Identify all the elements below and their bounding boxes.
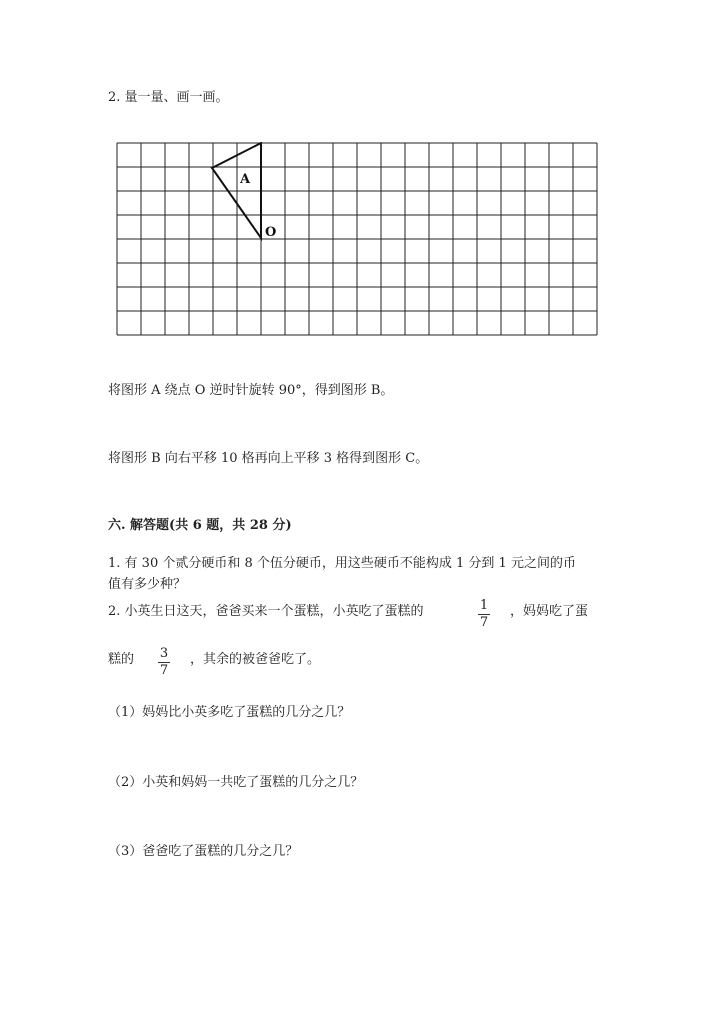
fraction-denominator: 7 (159, 663, 169, 678)
fraction-denominator: 7 (479, 615, 489, 630)
sub-question-3: （3）爸爸吃了蛋糕的几分之几？ (108, 844, 299, 859)
fraction-three-sevenths (158, 647, 170, 678)
sub-question-2: （2）小英和妈妈一共吃了蛋糕的几分之几？ (108, 775, 364, 790)
problem-1-line-2: 值有多少种？ (108, 577, 187, 592)
fraction-one-seventh (478, 599, 490, 630)
sub-question-1: （1）妈妈比小英多吃了蛋糕的几分之几？ (108, 705, 351, 720)
pivot-label-o: O (265, 225, 277, 240)
section-heading: 六. 解答题(共 6 题，共 28 分) (108, 518, 292, 533)
fraction-numerator: 1 (479, 598, 489, 613)
grid-svg (116, 142, 598, 336)
problem-2-text-b: ，妈妈吃了蛋 (510, 604, 589, 619)
problem-2-text-d: ，其余的被爸爸吃了。 (190, 652, 321, 667)
shape-label-a: A (240, 172, 251, 187)
problem-2-text-c: 糕的 (108, 652, 135, 667)
problem-1-line-1: 1. 有 30 个贰分硬币和 8 个伍分硬币，用这些硬币不能构成 1 分到 1 元之间的币 (108, 556, 576, 571)
grid-figure (116, 142, 598, 336)
grid-lines (117, 143, 597, 335)
instruction-translate: 将图形 B 向右平移 10 格再向上平移 3 格得到图形 C。 (108, 451, 429, 466)
instruction-rotate: 将图形 A 绕点 O 逆时针旋转 90°，得到图形 B。 (108, 383, 394, 398)
problem-2-text-a: 2. 小英生日这天，爸爸买来一个蛋糕，小英吃了蛋糕的 (108, 604, 424, 619)
fraction-numerator: 3 (159, 646, 169, 661)
question-2-title: 2. 量一量、画一画。 (108, 90, 229, 105)
